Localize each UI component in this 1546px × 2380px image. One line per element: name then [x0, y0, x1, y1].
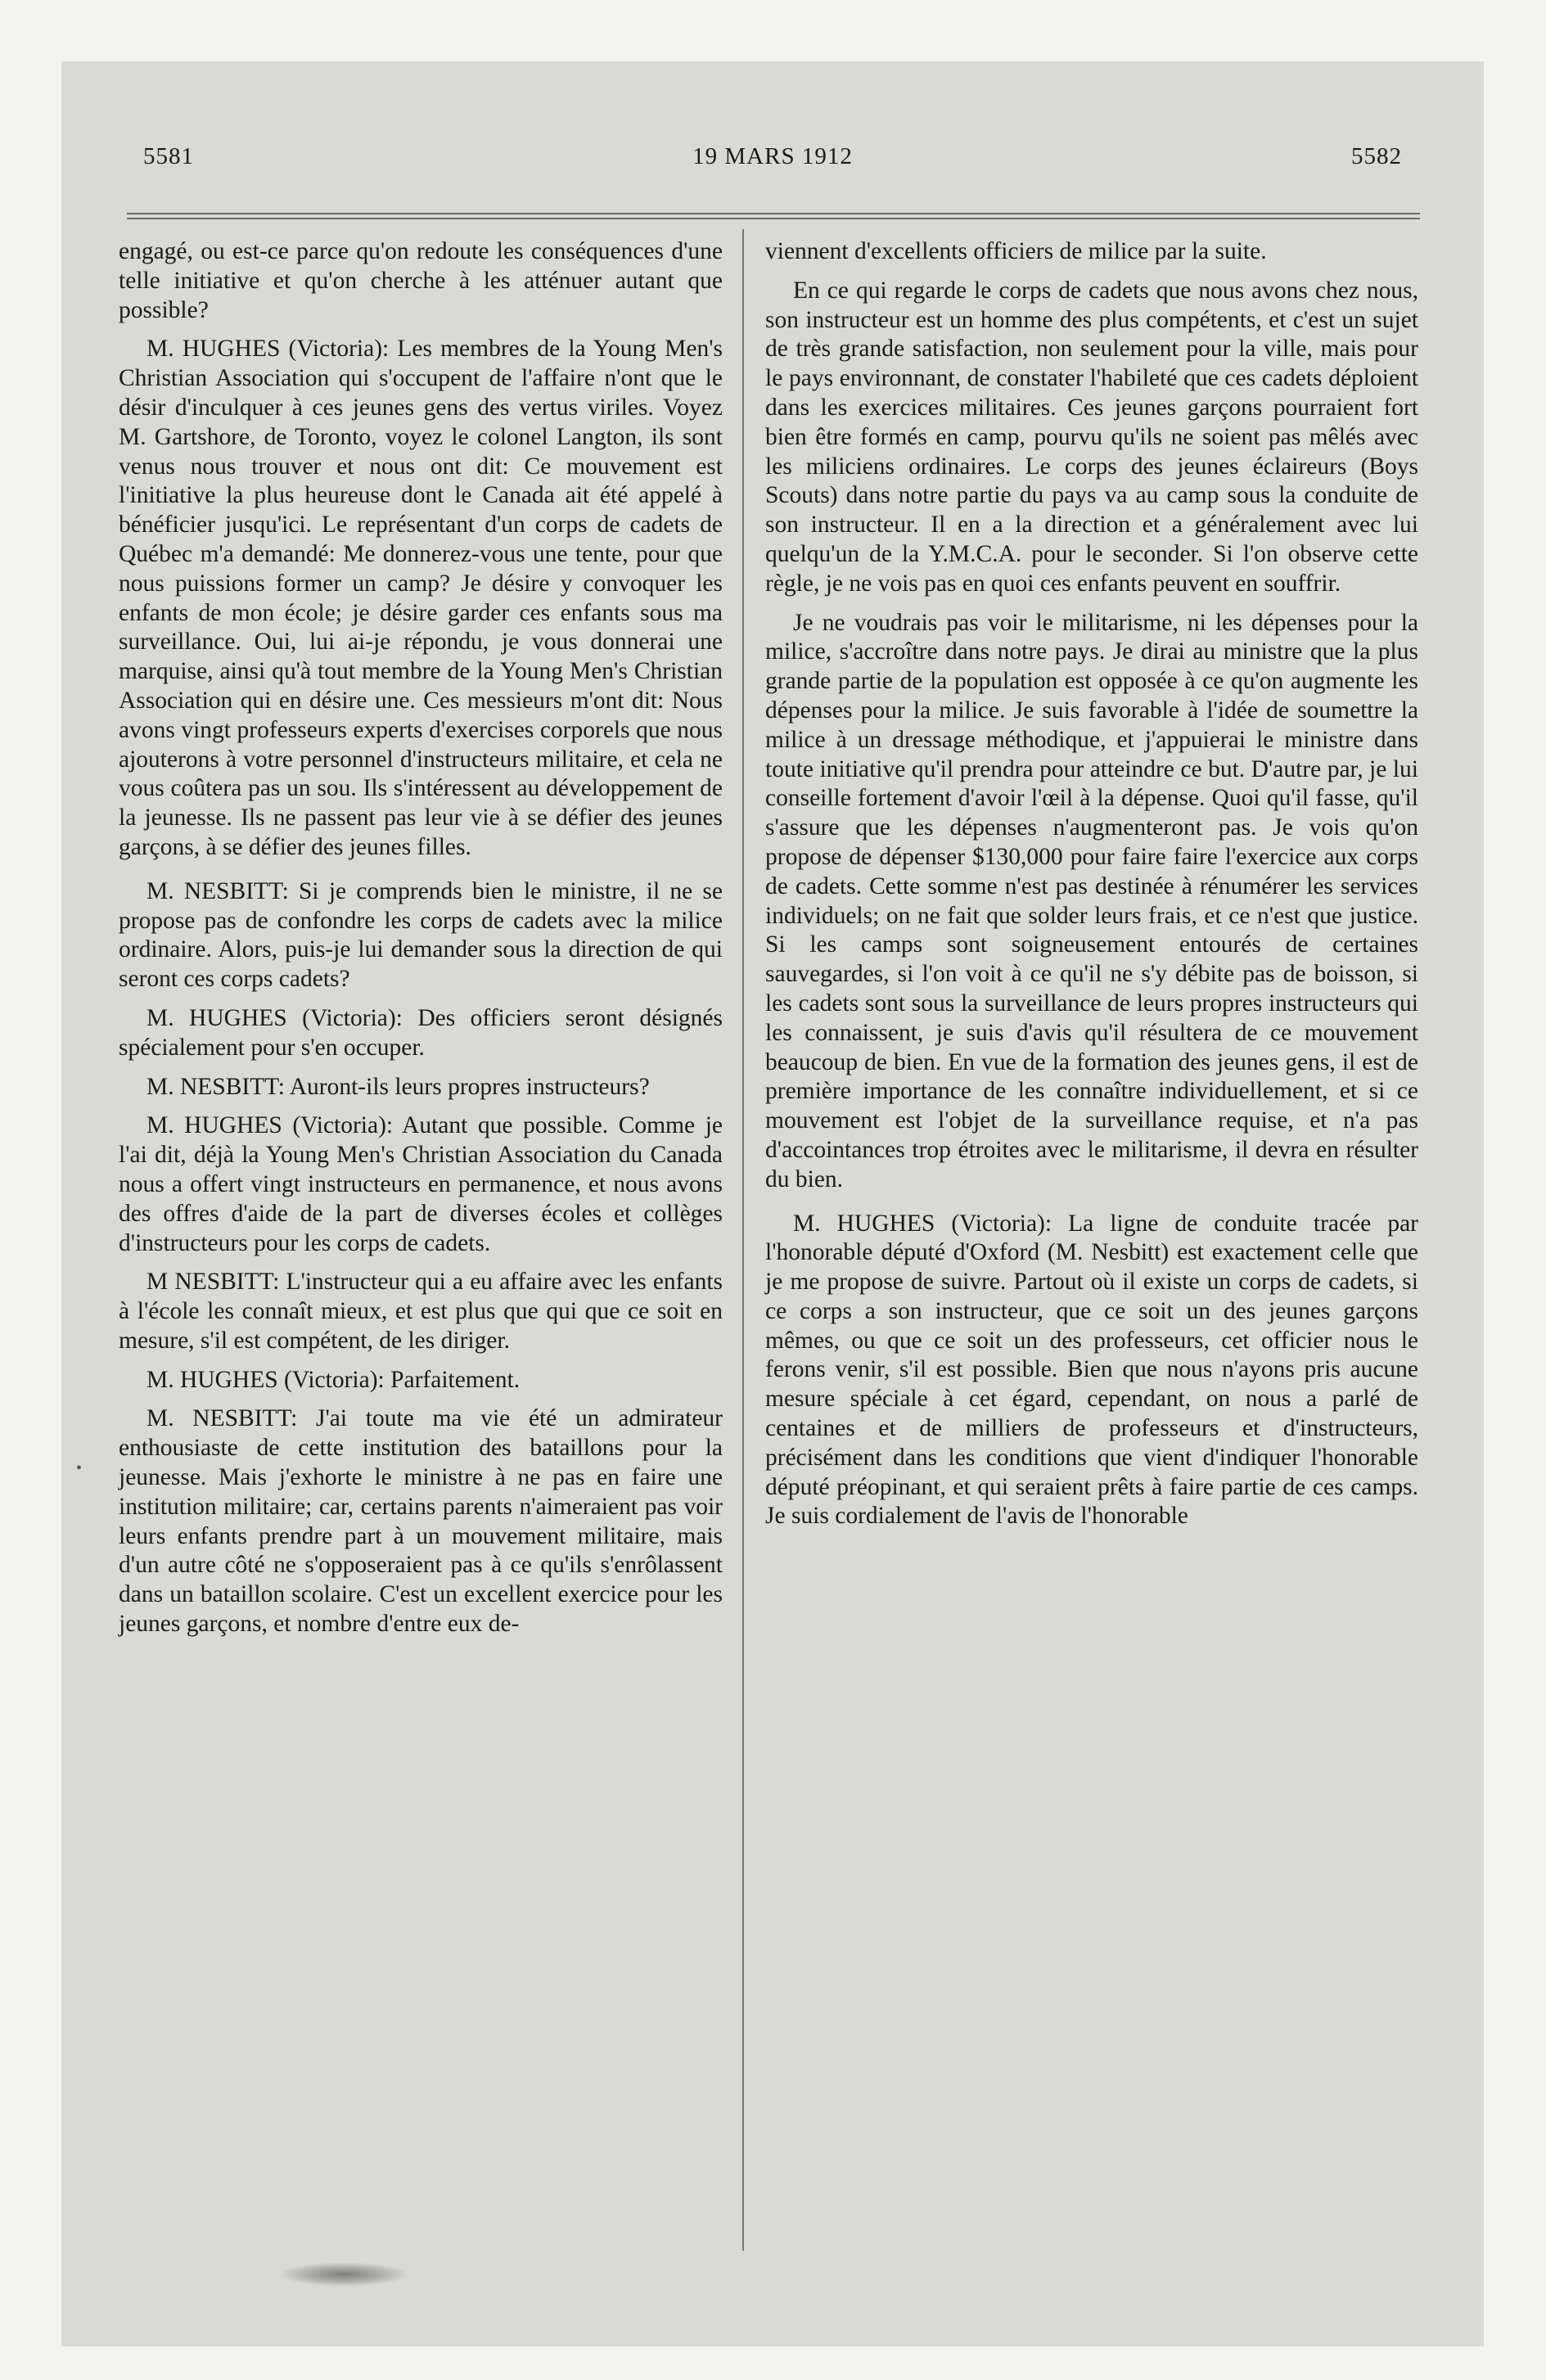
paragraph: M. HUGHES (Victoria): Les membres de la Young Men's Christian Association qui s'occupent de l'affaire n'ont que le désir d'inculquer à ces jeunes gens des vertus viriles. Voyez M. Gartshore, de Toronto, voyez le colonel Langton, ils sont venus nous trouver et nous ont dit: Ce mouvement est l'initiative la plus heureuse dont le Canada ait été appelé à bénéficier jusqu'ici. Le représentant d'un corps de cadets de Québec m'a demandé: Me donnerez-vous une tente, pour que nous puissions former un camp? Je désire y convoquer les enfants de mon école; je désire garder ces enfants sous ma surveillance. Oui, lui ai-je répondu, je vous donnerai une marquise, ainsi qu'à tout membre de la Young Men's Christian Association qui en désire une. Ces messieurs m'ont dit: Nous avons vingt professeurs experts d'exercises corporels que nous ajouterons à votre personnel d'instructeurs militaire, et cela ne vous coûtera pas un sou. Ils s'intéressent au développement de la jeunesse. Ils ne passent pas leur vie à se défier des jeunes garçons, à se défier des jeunes filles. — [119, 336, 723, 860]
paragraph: Je ne voudrais pas voir le militarisme, ni les dépenses pour la milice, s'accroître dans notre pays. Je dirai au ministre que la plus grande partie de la population est opposée à ce qu'on augmente les dépenses pour la milice. Je suis favorable à l'idée de soumettre la milice à un dressage méthodique, et j'appuierai le ministre dans toute initiative qu'il prendra pour atteindre ce but. D'autre par, je lui conseille fortement d'avoir l'œil à la dépense. Quoi qu'il fasse, qu'il s'assure que les dépenses n'augmenteront pas. Je vois qu'on propose de dépenser $130,000 pour faire faire l'exercice aux corps de cadets. Cette somme n'est pas destinée à rénumérer les services individuels; on ne fait que solder leurs frais, et ce n'est que justice. Si les camps sont soigneusement entourés de certaines sauvegardes, si l'on voit à ce qu'il ne s'y débite pas de boisson, si les cadets sont sous la surveillance de leurs propres instructeurs qui les connaissent, je suis d'avis qu'il résultera de ce mouvement beaucoup de bien. En vue de la formation des jeunes gens, il est de première importance de les connaître individuellement, et si ce mouvement est l'objet de la surveillance requise, et n'a pas d'accointances trop étroites avec le militarisme, il devra en résulter du bien. — [765, 609, 1418, 1192]
left-column — [119, 237, 723, 1649]
margin-tick-mark: • — [76, 1459, 83, 1477]
column-divider — [742, 229, 744, 2251]
paragraph: M. HUGHES (Victoria): Autant que possible. Comme je l'ai dit, déjà la Young Men's Christian Association du Canada nous a offert vingt instructeurs en permanence, et nous avons des offres d'aide de la part de diverses écoles et collèges d'instructeurs pour les corps de cadets. — [119, 1112, 723, 1256]
paragraph: M. NESBITT: Si je comprends bien le ministre, il ne se propose pas de confondre les corps de cadets avec la milice ordinaire. Alors, puis-je lui demander sous la direction de qui seront ces corps cadets? — [119, 877, 723, 993]
paragraph: M. HUGHES (Victoria): Parfaitement. — [146, 1366, 521, 1393]
header-rule-bottom — [127, 218, 1420, 219]
page-number-left: 5581 — [143, 143, 194, 169]
running-head — [143, 143, 1402, 184]
paragraph: M. HUGHES (Victoria): La ligne de conduite tracée par l'honorable député d'Oxford (M. Nesbitt) est exactement celle que je me propose de suivre. Partout où il existe un corps de cadets, si ce corps a son instructeur, que ce soit un des jeunes garçons mêmes, ou que ce soit un des professeurs, cet officier nous le ferons venir, s'il est possible. Bien que nous n'ayons pris aucune mesure spéciale à cet égard, cependant, on nous a parlé de centaines et de milliers de professeurs et d'instructeurs, précisément dans les conditions que vient d'indiquer l'honorable député préopinant, et qui seraient prêts à faire partie de ces camps. Je suis cordialement de l'avis de l'honorable — [765, 1210, 1418, 1530]
header-rule-top — [127, 213, 1420, 214]
paragraph: M. NESBITT: J'ai toute ma vie été un admirateur enthousiaste de cette institution des bataillons pour la jeunesse. Mais j'exhorte le ministre à ne pas en faire une institution militaire; car, certains parents n'aimeraient pas voir leurs enfants prendre part à un mouvement militaire, mais d'un autre côté ne s'opposeraient pas à ce qu'ils s'enrôlassent dans un bataillon scolaire. C'est un excellent exercice pour les jeunes garçons, et nombre d'entre eux de- — [119, 1405, 723, 1638]
right-column — [765, 237, 1418, 1541]
paragraph: M. NESBITT: Auront-ils leurs propres instructeurs? — [146, 1073, 650, 1100]
page-number-right: 5582 — [1351, 143, 1402, 169]
paragraph: engagé, ou est-ce parce qu'on redoute les conséquences d'une telle initiative et qu'on cherche à les atténuer autant que possible? — [119, 238, 723, 323]
paragraph: M NESBITT: L'instructeur qui a eu affaire avec les enfants à l'école les connaît mieux, et est plus que qui que ce soit en mesure, s'il est compétent, de les diriger. — [119, 1269, 723, 1354]
paragraph: En ce qui regarde le corps de cadets que nous avons chez nous, son instructeur est un homme des plus compétents, et c'est un sujet de très grande satisfaction, non seulement pour la ville, mais pour le pays environnant, de constater l'habileté que ces cadets déploient dans les exercices militaires. Ces jeunes garçons pourraient fort bien être formés en camp, pourvu qu'ils ne soient pas mêlés avec les miliciens ordinaires. Le corps des jeunes éclaireurs (Boys Scouts) dans notre partie du pays va au camp sous la conduite de son instructeur. Il en a la direction et a généralement avec lui quelqu'un de la Y.M.C.A. pour le seconder. Si l'on observe cette règle, je ne vois pas en quoi ces enfants peuvent en souffrir. — [765, 277, 1418, 597]
paragraph: viennent d'excellents officiers de milice par la suite. — [765, 238, 1267, 264]
scanned-page — [61, 61, 1484, 2346]
page-date: 19 MARS 1912 — [692, 143, 853, 169]
ink-smudge — [282, 2263, 405, 2286]
paragraph: M. HUGHES (Victoria): Des officiers seront désignés spécialement pour s'en occuper. — [119, 1004, 723, 1061]
